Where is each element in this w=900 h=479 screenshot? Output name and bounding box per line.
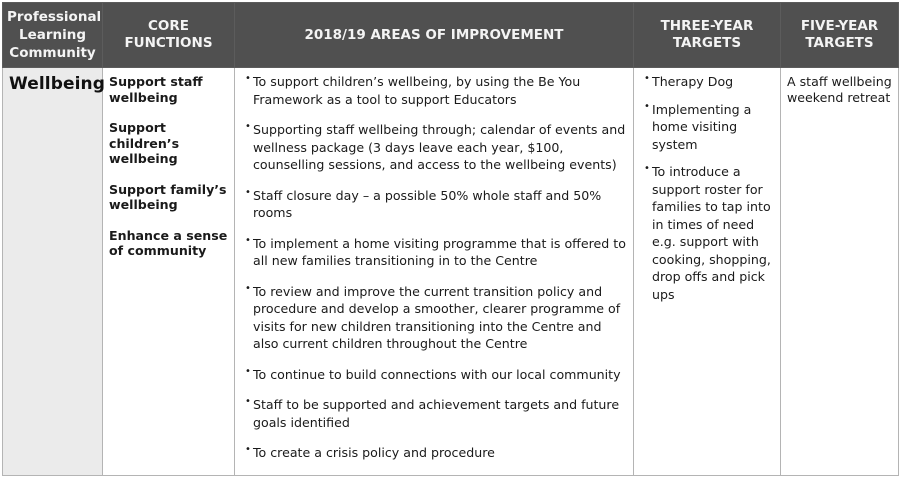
areas-of-improvement-cell xyxy=(235,68,634,476)
list-item xyxy=(644,73,776,91)
community-cell xyxy=(3,68,106,476)
wellbeing-plan-table xyxy=(2,2,899,476)
five-year-target-text: A staff wellbeing weekend retreat xyxy=(787,74,892,105)
bullet-icon: • xyxy=(644,163,650,174)
area-text: To review and improve the current transition policy and procedure and develop a smoother, clearer programme of visits for new children transitioning into the Centre and also current children throughout the Centre xyxy=(253,283,621,351)
area-text: To continue to build connections with our local community xyxy=(253,366,621,382)
five-year-targets-cell xyxy=(781,68,899,476)
list-item xyxy=(245,235,627,270)
core-function-item: Enhance a sense of community xyxy=(109,227,228,258)
core-function-item: Support staff wellbeing xyxy=(109,74,203,105)
bullet-icon: • xyxy=(245,73,251,84)
list-item xyxy=(644,163,776,303)
core-function-item: Support family’s wellbeing xyxy=(109,181,227,212)
header-areas-of-improvement: 2018/19 AREAS OF IMPROVEMENT xyxy=(235,3,634,68)
bullet-icon: • xyxy=(644,100,650,112)
bullet-icon: • xyxy=(245,186,251,198)
bullet-icon: • xyxy=(245,396,251,407)
header-core-functions: CORE FUNCTIONS xyxy=(103,3,235,68)
header-five-year-targets: FIVE-YEAR TARGETS xyxy=(781,3,899,68)
community-name: Wellbeing xyxy=(9,74,106,94)
list-item xyxy=(245,444,627,462)
bullet-icon: • xyxy=(245,282,251,294)
core-function-item: Support children’s wellbeing xyxy=(109,120,180,166)
list-item xyxy=(644,101,776,154)
header-community: Professional Learning Community xyxy=(3,3,103,68)
list-item xyxy=(245,73,627,108)
list-item xyxy=(245,121,627,174)
area-text: Staff closure day – a possible 50% whole staff and 50% rooms xyxy=(253,187,602,220)
area-text: Staff to be supported and achievement targets and future goals identified xyxy=(253,397,620,430)
list-item xyxy=(245,187,627,222)
target-text: Therapy Dog xyxy=(652,74,734,89)
three-year-targets-cell xyxy=(634,68,781,476)
bullet-icon: • xyxy=(245,365,251,377)
three-year-list xyxy=(644,73,776,303)
core-functions-cell xyxy=(103,68,235,476)
area-text: To create a crisis policy and procedure xyxy=(253,445,495,460)
bullet-icon: • xyxy=(245,444,251,455)
area-text: To support children’s wellbeing, by using the Be You Framework as a tool to support Educators xyxy=(253,74,581,107)
target-text: To introduce a support roster for families to tap into in times of need e.g. support with cooking, shopping, drop offs and pick ups xyxy=(652,164,771,302)
areas-list xyxy=(245,73,627,462)
bullet-icon: • xyxy=(644,73,650,84)
area-text: To implement a home visiting programme that is offered to all new families transitioning in to the Centre xyxy=(253,235,626,268)
table-row xyxy=(3,68,899,476)
area-text: Supporting staff wellbeing through; calendar of events and wellness package (3 days leave each year, $100, counselling sessions, and access to the wellbeing events) xyxy=(253,122,626,172)
bullet-icon: • xyxy=(245,121,251,132)
bullet-icon: • xyxy=(245,234,251,246)
header-row xyxy=(3,3,899,68)
header-three-year-targets: THREE-YEAR TARGETS xyxy=(634,3,781,68)
list-item xyxy=(245,396,627,431)
list-item xyxy=(245,283,627,353)
target-text: Implementing a home visiting system xyxy=(652,101,752,152)
list-item xyxy=(245,366,627,384)
